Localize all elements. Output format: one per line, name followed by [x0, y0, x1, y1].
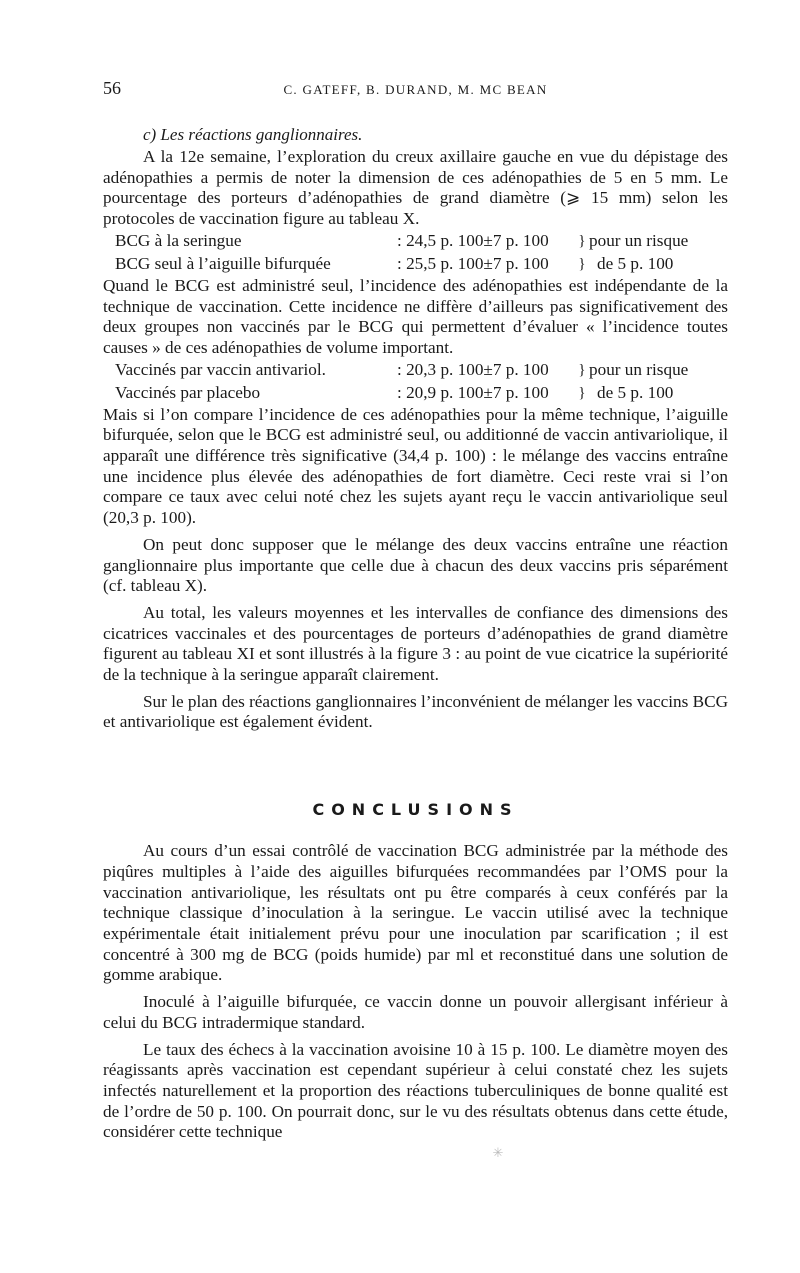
- brace-icon: }: [578, 232, 586, 249]
- page: [103, 74, 728, 1161]
- paragraph: A la 12e semaine, l’exploration du creux axillaire gauche en vue du dépistage des adénopathies a permis de noter la dimension de ces adénopathies de 5 en 5 mm. Le pourcentage des porteurs d’adénopathies de grand diamètre (⩾ 15 mm) selon les protocoles de vaccination figure au tableau X.: [103, 147, 728, 229]
- stats-block-vaccines: [103, 359, 728, 405]
- stat-note: pour un risque: [589, 230, 689, 250]
- brace-icon: }: [578, 255, 586, 272]
- stat-value: : 24,5 p. 100±7 p. 100: [397, 230, 549, 250]
- printer-mark-icon: ✳: [492, 1145, 504, 1161]
- stat-value: : 20,3 p. 100±7 p. 100: [397, 359, 549, 379]
- paragraph: Sur le plan des réactions ganglionnaires l’inconvénient de mélanger les vaccins BCG et antivariolique est également évident.: [103, 691, 728, 732]
- stat-row: [103, 359, 728, 382]
- stat-label: BCG à la seringue: [115, 230, 242, 250]
- running-head: C. GATEFF, B. DURAND, M. MC BEAN: [283, 82, 548, 97]
- stat-value: : 20,9 p. 100±7 p. 100: [397, 382, 549, 402]
- page-header: [103, 74, 728, 104]
- stat-value: : 25,5 p. 100±7 p. 100: [397, 253, 549, 273]
- stat-note: de 5 p. 100: [597, 253, 674, 273]
- paragraph: Au cours d’un essai contrôlé de vaccination BCG administrée par la méthode des piqûres multiples à l’aide des aiguilles bifurquées recommandées par l’OMS pour la vaccination antivariolique, les résultats ont pu être comparés à ceux conférés par la technique classique d’inoculation à la seringue. Le vaccin utilisé avec la technique expérimentale était initialement prévu pour une inoculation par scarification ; il est concentré à 300 mg de BCG (poids humide) par ml et reconstitué dans une solution de gomme arabique.: [103, 841, 728, 985]
- stat-row: [103, 230, 728, 253]
- section-title: c) Les réactions ganglionnaires.: [143, 125, 363, 144]
- paragraph: Mais si l’on compare l’incidence de ces adénopathies pour la même technique, l’aiguille bifurquée, selon que le BCG est administré seul, ou additionné de vaccin antivariolique, il apparaît une différence très significative (34,4 p. 100) : le mélange des vaccins entraîne une incidence plus élevée des adénopathies de fort diamètre. Ceci reste vrai si l’on compare ce taux avec celui noté chez les sujets ayant reçu le vaccin antivariolique seul (20,3 p. 100).: [103, 404, 728, 528]
- stat-note: pour un risque: [589, 359, 689, 379]
- paragraph: Inoculé à l’aiguille bifurquée, ce vaccin donne un pouvoir allergisant inférieur à celui du BCG intradermique standard.: [103, 992, 728, 1032]
- paragraph: On peut donc supposer que le mélange des deux vaccins entraîne une réaction ganglionnaire plus importante que celle due à chacun des deux vaccins pris séparément (cf. tableau X).: [103, 534, 728, 596]
- brace-icon: }: [578, 384, 586, 401]
- stat-label: Vaccinés par vaccin antivariol.: [115, 359, 326, 379]
- stats-block-bcg: [103, 230, 728, 276]
- stat-row: [103, 382, 728, 405]
- paragraph: Quand le BCG est administré seul, l’incidence des adénopathies est indépendante de la technique de vaccination. Cette incidence ne diffère d’ailleurs pas significativement des deux groupes non vaccinés par le BCG qui permettent d’évaluer « l’incidence toutes causes » de ces adénopathies de volume important.: [103, 275, 728, 357]
- conclusions-heading: CONCLUSIONS: [312, 800, 519, 820]
- stat-label: BCG seul à l’aiguille bifurquée: [115, 253, 331, 273]
- stat-note: de 5 p. 100: [597, 382, 674, 402]
- stat-row: [103, 253, 728, 276]
- page-number: 56: [103, 78, 121, 98]
- stat-label: Vaccinés par placebo: [115, 382, 261, 402]
- paragraph: Au total, les valeurs moyennes et les intervalles de confiance des dimensions des cicatrices vaccinales et des pourcentages de porteurs d’adénopathies de grand diamètre figurent au tableau XI et sont illustrés à la figure 3 : au point de vue cicatrice la supériorité de la technique à la seringue apparaît clairement.: [103, 602, 728, 685]
- paragraph: Le taux des échecs à la vaccination avoisine 10 à 15 p. 100. Le diamètre moyen des réagissants après vaccination est cependant supérieur à celui constaté chez les sujets infectés naturellement et la proportion des réactions tuberculiniques de bonne qualité est de l’ordre de 50 p. 100. On pourrait donc, sur le vu des résultats obtenus dans cette étude, considérer cette technique: [103, 1039, 728, 1142]
- brace-icon: }: [578, 361, 586, 378]
